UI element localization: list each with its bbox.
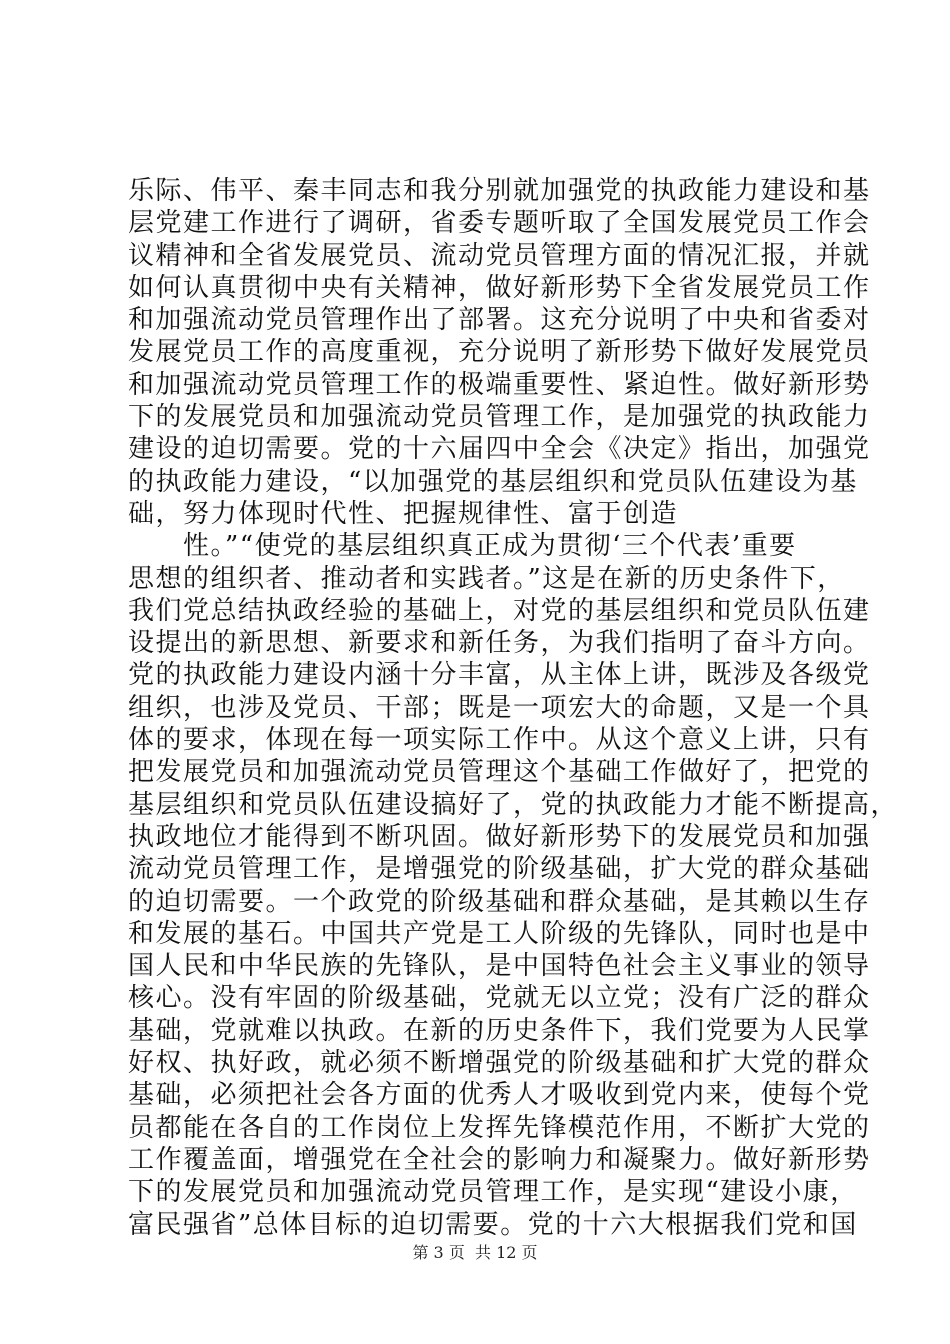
text-line: 层党建工作进行了调研，省委专题听取了全国发展党员工作会 bbox=[128, 208, 871, 239]
text-line: 础，努力体现时代性、把握规律性、富于创造 bbox=[128, 498, 679, 529]
text-line: 富民强省”总体目标的迫切需要。党的十六大根据我们党和国 bbox=[128, 1209, 858, 1240]
text-line: 建设的迫切需要。党的十六届四中全会《决定》指出，加强党 bbox=[128, 434, 871, 465]
text-line: 下的发展党员和加强流动党员管理工作，是加强党的执政能力 bbox=[128, 402, 871, 433]
page-number: 第 3 页 共 12 页 bbox=[412, 1243, 538, 1262]
text-line: 把发展党员和加强流动党员管理这个基础工作做好了，把党的 bbox=[128, 757, 871, 788]
page-footer bbox=[0, 1243, 950, 1263]
text-line: 我们党总结执政经验的基础上，对党的基层组织和党员队伍建 bbox=[128, 595, 871, 626]
text-line: 基础，党就难以执政。在新的历史条件下，我们党要为人民掌 bbox=[128, 1015, 871, 1046]
text-line: 乐际、伟平、秦丰同志和我分别就加强党的执政能力建设和基 bbox=[128, 176, 871, 206]
text-line: 下的发展党员和加强流动党员管理工作，是实现“建设小康， bbox=[128, 1177, 858, 1208]
text-line: 好权、执好政，就必须不断增强党的阶级基础和扩大党的群众 bbox=[128, 1048, 871, 1079]
text-line: 工作覆盖面，增强党在全社会的影响力和凝聚力。做好新形势 bbox=[128, 1144, 871, 1175]
text-line: 发展党员工作的高度重视，充分说明了新形势下做好发展党员 bbox=[128, 337, 871, 368]
text-line: 员都能在各自的工作岗位上发挥先锋模范作用，不断扩大党的 bbox=[128, 1112, 871, 1143]
text-line: 体的要求，体现在每一项实际工作中。从这个意义上讲，只有 bbox=[128, 725, 871, 756]
text-line: 设提出的新思想、新要求和新任务，为我们指明了奋斗方向。 bbox=[128, 628, 871, 659]
text-line: 和加强流动党员管理作出了部署。这充分说明了中央和省委对 bbox=[128, 305, 871, 336]
text-line: 和发展的基石。中国共产党是工人阶级的先锋队，同时也是中 bbox=[128, 918, 871, 949]
text-line: 国人民和中华民族的先锋队，是中国特色社会主义事业的领导 bbox=[128, 951, 871, 982]
text-line: 基层组织和党员队伍建设搞好了，党的执政能力才能不断提高， bbox=[128, 789, 899, 820]
text-line: 和加强流动党员管理工作的极端重要性、紧迫性。做好新形势 bbox=[128, 369, 871, 400]
text-line: 的迫切需要。一个政党的阶级基础和群众基础，是其赖以生存 bbox=[128, 886, 871, 917]
text-line: 议精神和全省发展党员、流动党员管理方面的情况汇报，并就 bbox=[128, 240, 871, 271]
text-line: 基础，必须把社会各方面的优秀人才吸收到党内来，使每个党 bbox=[128, 1080, 871, 1111]
text-line: 如何认真贯彻中央有关精神，做好新形势下全省发展党员工作 bbox=[128, 272, 871, 303]
text-line: 核心。没有牢固的阶级基础，党就无以立党；没有广泛的群众 bbox=[128, 983, 871, 1014]
text-line: 党的执政能力建设内涵十分丰富，从主体上讲，既涉及各级党 bbox=[128, 660, 871, 691]
text-line: 的执政能力建设，“以加强党的基层组织和党员队伍建设为基 bbox=[128, 466, 858, 497]
text-line: 流动党员管理工作，是增强党的阶级基础，扩大党的群众基础 bbox=[128, 854, 871, 885]
text-line: 组织，也涉及党员、干部；既是一项宏大的命题，又是一个具 bbox=[128, 692, 871, 723]
text-line: 思想的组织者、推动者和实践者。”这是在新的历史条件下， bbox=[128, 563, 845, 594]
body-text bbox=[128, 175, 899, 1241]
text-line: 执政地位才能得到不断巩固。做好新形势下的发展党员和加强 bbox=[128, 821, 871, 852]
text-line: 性。”“使党的基层组织真正成为贯彻‘三个代表’重要 bbox=[128, 531, 797, 562]
